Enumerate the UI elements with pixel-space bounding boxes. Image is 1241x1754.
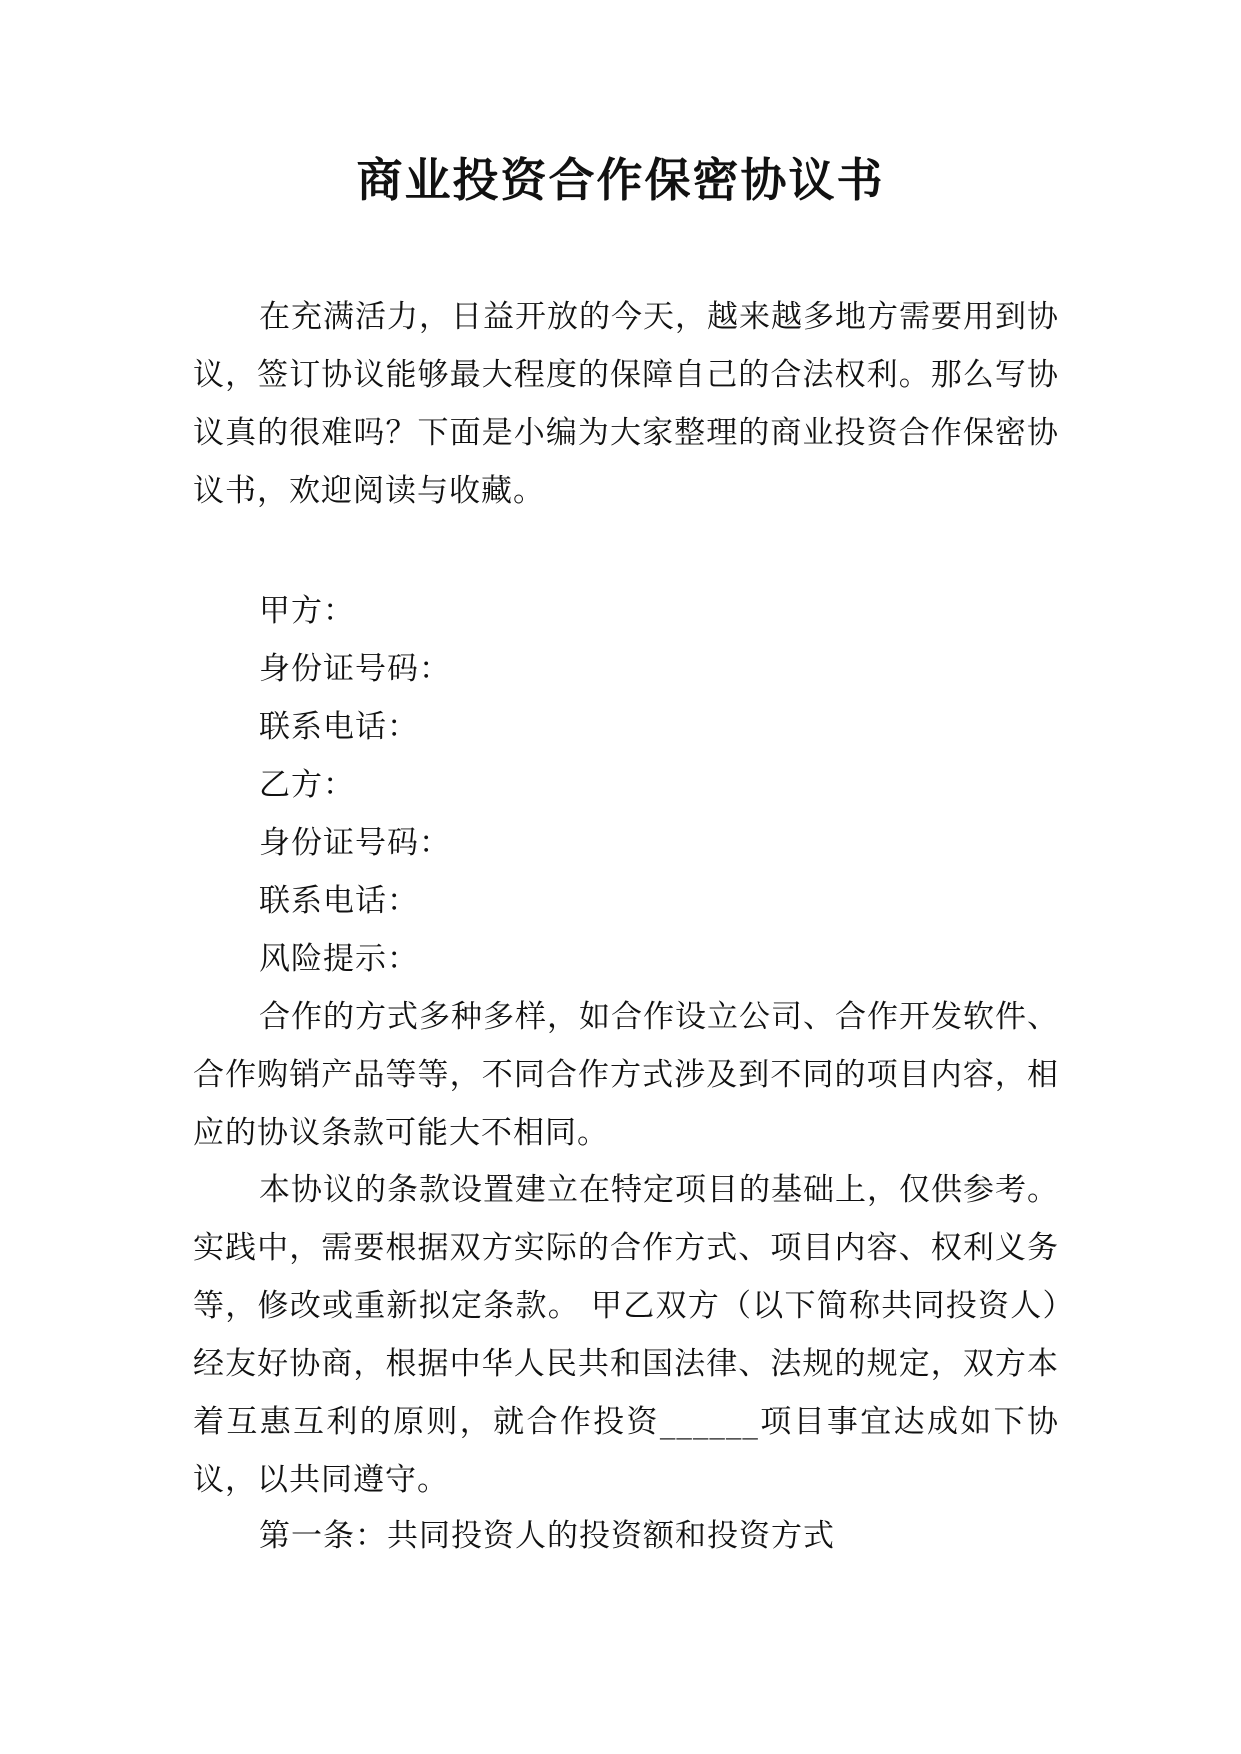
intro-paragraph: 在充满活力，日益开放的今天，越来越多地方需要用到协议，签订协议能够最大程度的保障自己的合法权利。那么写协议真的很难吗？下面是小编为大家整理的商业投资合作保密协议书，欢迎阅读与收藏。 [193, 299, 1059, 509]
field-party-a: 甲方： [259, 593, 355, 629]
document-title: 商业投资合作保密协议书 [356, 153, 885, 207]
article-heading: 第一条：共同投资人的投资额和投资方式 [259, 1518, 835, 1554]
field-party-b: 乙方： [259, 767, 355, 803]
field-party-a-id: 身份证号码： [259, 651, 451, 687]
body-paragraph-2: 本协议的条款设置建立在特定项目的基础上，仅供参考。实践中，需要根据双方实际的合作方式、项目内容、权利义务等，修改或重新拟定条款。 甲乙双方（以下简称共同投资人）经友好协商，根据中华人民共和国法律、法规的规定，双方本着互惠互利的原则，就合作投资______项目事宜达成如下协议，以共同遵守。 [193, 1172, 1059, 1498]
field-party-b-phone: 联系电话： [259, 883, 419, 919]
field-risk-notice: 风险提示： [259, 941, 419, 977]
field-party-b-id: 身份证号码： [259, 825, 451, 861]
party-fields [193, 582, 1059, 988]
body-paragraph-1: 合作的方式多种多样，如合作设立公司、合作开发软件、合作购销产品等等，不同合作方式涉及到不同的项目内容，相应的协议条款可能大不相同。 [193, 999, 1059, 1151]
field-party-a-phone: 联系电话： [259, 709, 419, 745]
